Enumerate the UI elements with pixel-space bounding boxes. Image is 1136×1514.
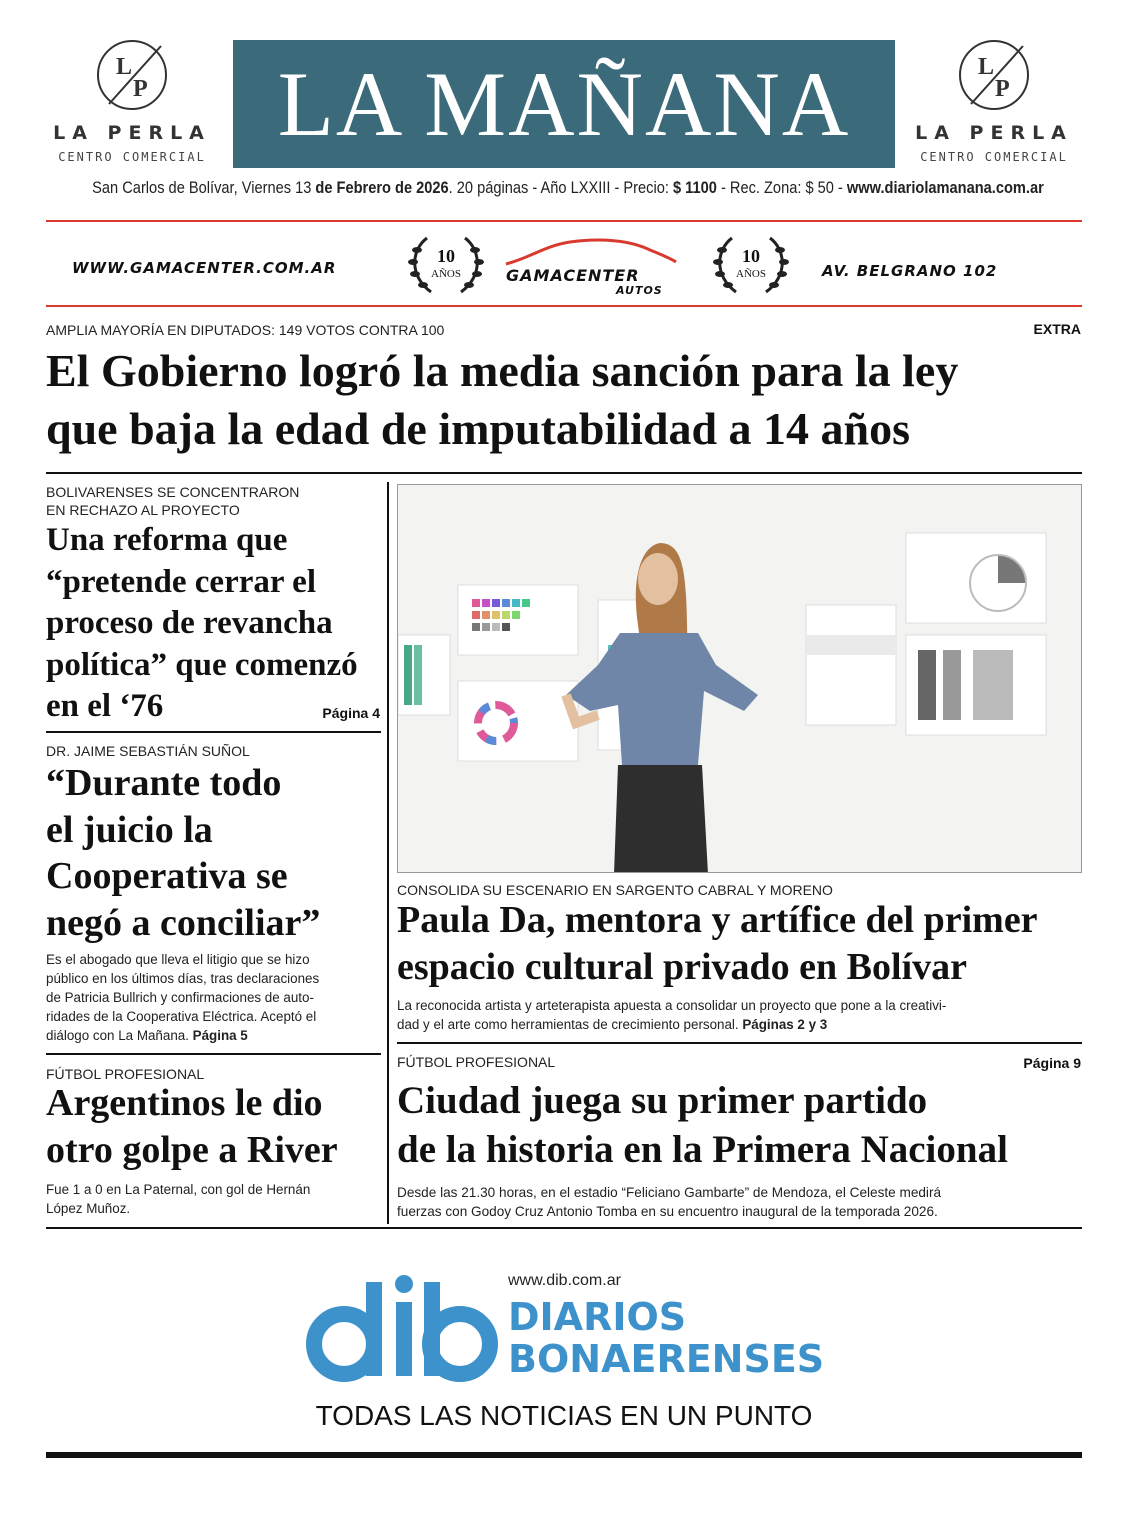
sunol-page-ref[interactable]: Página 5: [192, 1028, 248, 1043]
gamacenter-website[interactable]: WWW.GAMACENTER.COM.AR: [72, 259, 337, 277]
car-silhouette-icon: [500, 234, 680, 268]
reforma-kicker-line: BOLIVARENSES SE CONCENTRARON: [46, 484, 300, 500]
reforma-page-ref[interactable]: Página 4: [322, 705, 380, 721]
reforma-kicker: [46, 483, 376, 519]
lead-kicker: AMPLIA MAYORÍA EN DIPUTADOS: 149 VOTOS CONTRA 100: [46, 322, 445, 338]
ad-top-rule: [46, 220, 1082, 222]
award-badge-right: [710, 232, 792, 302]
left-la-perla-logo: [42, 40, 222, 164]
la-perla-name: LA PERLA: [915, 122, 1073, 144]
award-label: AÑOS: [431, 268, 461, 280]
dateline-price: $ 1100: [672, 178, 717, 197]
sunol-body-last: diálogo con La Mañana.: [46, 1028, 193, 1043]
ciudad-page-ref[interactable]: Página 9: [1023, 1055, 1081, 1071]
argentinos-kicker: FÚTBOL PROFESIONAL: [46, 1066, 205, 1082]
ciudad-kicker: FÚTBOL PROFESIONAL: [397, 1054, 556, 1070]
paula-headline[interactable]: [397, 897, 1087, 991]
paula-body-last: dad y el arte como herramientas de crecimiento personal.: [397, 1017, 743, 1032]
award-number: 10: [437, 246, 455, 266]
monogram-l: L: [978, 54, 995, 80]
sunol-body-line: público en los últimos días, tras declaraciones: [46, 971, 320, 986]
argentinos-body-line: Fue 1 a 0 en La Paternal, con gol de Hernán: [46, 1182, 311, 1197]
paula-photo[interactable]: [397, 484, 1082, 873]
sunol-headline-line: el juicio la: [46, 808, 213, 851]
sunol-body-line: [46, 1026, 382, 1045]
column-divider: [387, 482, 389, 1224]
reforma-headline-line: política” que comenzó: [46, 646, 358, 683]
ciudad-headline-line: Ciudad juega su primer partido: [397, 1079, 928, 1122]
sunol-headline[interactable]: [46, 760, 386, 946]
reforma-headline-line: en el ‘76: [46, 688, 164, 724]
argentinos-headline[interactable]: [46, 1080, 386, 1174]
ad-bottom-rule: [46, 305, 1082, 307]
content-bottom-rule: [46, 1227, 1082, 1229]
sunol-headline-line: “Durante todo: [46, 762, 282, 804]
sunol-headline-line: negó a conciliar”: [46, 901, 321, 944]
gamacenter-address: AV. BELGRANO 102: [822, 262, 998, 280]
sunol-body-line: de Patricia Bullrich y confirmaciones de auto-: [46, 990, 314, 1005]
reforma-headline-line: “pretende cerrar el: [46, 563, 316, 600]
ciudad-headline-line: de la historia en la Primera Nacional: [397, 1128, 1008, 1171]
right-la-perla-logo: [904, 40, 1084, 164]
laurel-icon: [405, 232, 487, 302]
paula-photo-illustration: [398, 485, 1082, 873]
page-bottom-rule: [46, 1452, 1082, 1458]
dib-tagline: TODAS LAS NOTICIAS EN UN PUNTO: [315, 1400, 813, 1431]
dib-name-line1: DIARIOS: [508, 1295, 687, 1339]
paula-body: [397, 996, 1082, 1034]
dib-name-line2: BONAERENSES: [508, 1337, 825, 1381]
dateline-zone: - Rec. Zona: $ 50 -: [716, 178, 847, 197]
laurel-icon: [710, 232, 792, 302]
paula-headline-line: Paula Da, mentora y artífice del primer: [397, 899, 1038, 941]
dateline-date: de Febrero de 2026: [315, 178, 449, 197]
la-perla-name: LA PERLA: [53, 122, 211, 144]
lead-bottom-rule: [46, 472, 1082, 474]
award-number: 10: [742, 246, 760, 266]
paula-bottom-rule: [397, 1042, 1082, 1044]
argentinos-headline-line: otro golpe a River: [46, 1129, 338, 1171]
paula-headline-line: espacio cultural privado en Bolívar: [397, 946, 967, 988]
lead-headline[interactable]: [46, 342, 958, 458]
reforma-kicker-line: EN RECHAZO AL PROYECTO: [46, 502, 240, 518]
ciudad-body-line: Desde las 21.30 horas, en el estadio “Feliciano Gambarte” de Mendoza, el Celeste medirá: [397, 1185, 942, 1200]
dateline: [80, 178, 1057, 198]
la-perla-sub: CENTRO COMERCIAL: [58, 150, 206, 164]
monogram-p: P: [995, 76, 1010, 102]
lead-headline-line: que baja la edad de imputabilidad a 14 años: [46, 403, 911, 454]
monogram-p: P: [133, 76, 148, 102]
dateline-info: . 20 páginas - Año LXXIII - Precio:: [448, 178, 673, 197]
monogram-l: L: [116, 54, 133, 80]
lead-headline-line: El Gobierno logró la media sanción para la ley: [46, 345, 959, 396]
paula-page-ref[interactable]: Páginas 2 y 3: [742, 1017, 828, 1032]
dib-url[interactable]: www.dib.com.ar: [508, 1272, 621, 1289]
argentinos-body: [46, 1180, 382, 1218]
newspaper-title: LA MAÑANA: [277, 53, 851, 155]
dateline-location: San Carlos de Bolívar, Viernes 13: [92, 178, 316, 197]
gamacenter-brand-sub: AUTOS: [616, 284, 663, 297]
sunol-body-line: Es el abogado que lleva el litigio que se hizo: [46, 952, 310, 967]
reforma-headline[interactable]: [46, 520, 386, 728]
la-perla-sub: CENTRO COMERCIAL: [920, 150, 1068, 164]
dateline-website[interactable]: www.diariolamanana.com.ar: [846, 178, 1044, 197]
sunol-headline-line: Cooperativa se: [46, 855, 288, 897]
gamacenter-logo: [500, 234, 680, 298]
reforma-headline-line: proceso de revancha: [46, 605, 333, 641]
argentinos-body-line: López Muñoz.: [46, 1201, 131, 1216]
reforma-headline-line: Una reforma que: [46, 522, 288, 558]
gamacenter-brand: GAMACENTER: [506, 266, 640, 285]
argentinos-headline-line: Argentinos le dio: [46, 1082, 323, 1124]
dib-logo-icon: [300, 1266, 500, 1386]
la-perla-monogram-icon: [959, 40, 1029, 110]
sunol-kicker: DR. JAIME SEBASTIÁN SUÑOL: [46, 743, 250, 759]
reforma-bottom-rule: [46, 731, 381, 733]
paula-body-line: La reconocida artista y arteterapista apuesta a consolidar un proyecto que pone a la creativi-: [397, 998, 947, 1013]
extra-tag: EXTRA: [1033, 321, 1081, 337]
ciudad-body-line: fuerzas con Godoy Cruz Antonio Tomba en su encuentro inaugural de la temporada 2026.: [397, 1204, 938, 1219]
ciudad-body: [397, 1183, 1082, 1221]
sunol-body: [46, 950, 382, 1045]
award-label: AÑOS: [736, 268, 766, 280]
la-perla-monogram-icon: [97, 40, 167, 110]
ciudad-headline[interactable]: [397, 1076, 1087, 1174]
paula-body-line: [397, 1015, 1082, 1034]
award-badge-left: [405, 232, 487, 302]
masthead-banner: [233, 40, 895, 168]
sunol-bottom-rule: [46, 1053, 381, 1055]
sunol-body-line: ridades de la Cooperativa Eléctrica. Aceptó el: [46, 1009, 317, 1024]
paula-kicker: CONSOLIDA SU ESCENARIO EN SARGENTO CABRAL Y MORENO: [397, 882, 833, 898]
